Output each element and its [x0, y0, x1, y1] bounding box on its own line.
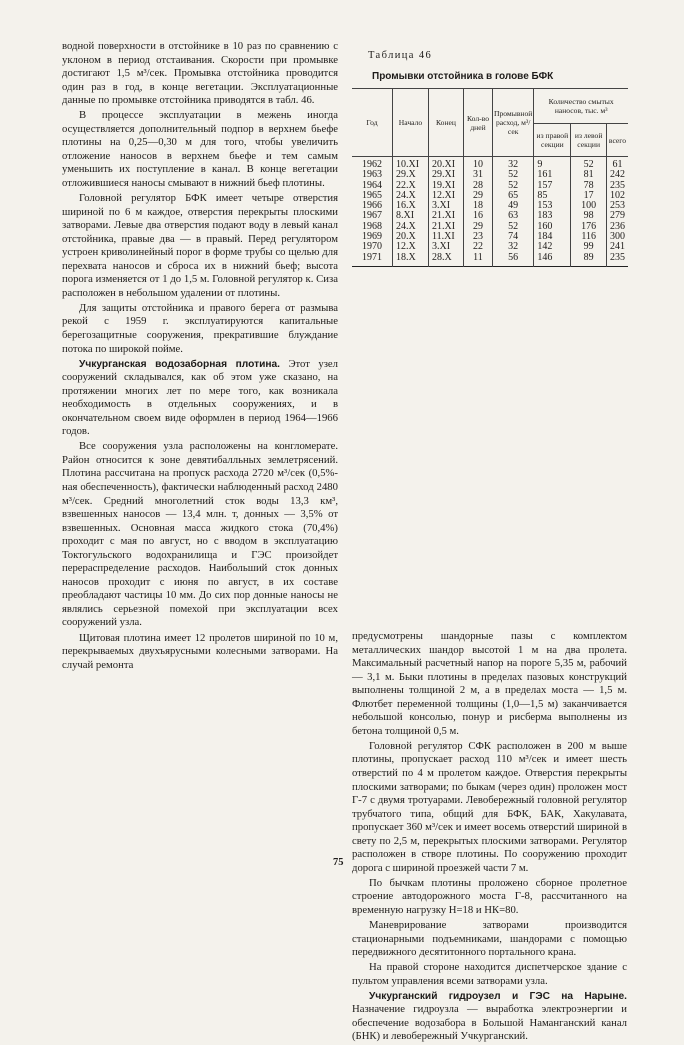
table-row	[352, 157, 628, 171]
cell-total: 241	[606, 242, 628, 252]
cell-days: 22	[464, 242, 493, 252]
cell-flow: 65	[493, 191, 534, 201]
cell-right: 146	[534, 253, 571, 267]
cell-start: 20.X	[393, 232, 429, 242]
cell-start: 24.X	[393, 191, 429, 201]
cell-start: 18.X	[393, 253, 429, 267]
cell-year: 1964	[352, 181, 393, 191]
cell-left: 116	[571, 232, 607, 242]
cell-year: 1971	[352, 253, 393, 267]
cell-total: 242	[606, 170, 628, 180]
cell-total: 279	[606, 211, 628, 221]
cell-flow: 74	[493, 232, 534, 242]
cell-left: 99	[571, 242, 607, 252]
paragraph: Маневрирование затворами производится стационарными подъемниками, шандорами с помощью передвижного десятитонного портального крана.	[352, 918, 627, 959]
paragraph: Головной регулятор СФК расположен в 200 м выше плотины, пропускает расход 110 м³/сек и имеет шесть отверстий по 4 м пролетом каждое. Отверстия перекрыты плоскими затворами; по быкам (через один) проложен мост Г-7 с двумя тротуарами. Левобережный головной регулятор трубчатого типа, общий для БФК, БАК, Хакулавата, пропускает 360 м³/сек и имеет восемь отверстий шириной в свету по 2,5 м, перекрытых плоскими затворами. Регулятор расположен в створе плотины. По сооружению проходит дорога с шириной проезжей части 7 м.	[352, 739, 627, 874]
table-number: Таблица 46	[368, 50, 433, 61]
cell-start: 8.XI	[393, 211, 429, 221]
section-heading: Учкурганская водозаборная плотина.	[79, 358, 280, 370]
cell-days: 23	[464, 232, 493, 242]
cell-flow: 56	[493, 253, 534, 267]
cell-start: 12.X	[393, 242, 429, 252]
table-row	[352, 253, 628, 267]
cell-flow: 52	[493, 181, 534, 191]
cell-days: 31	[464, 170, 493, 180]
cell-left: 81	[571, 170, 607, 180]
cell-total: 235	[606, 181, 628, 191]
cell-end: 28.X	[429, 253, 464, 267]
paragraph: Этот узел сооружений складывался, как об этом уже сказано, на протяжении многих лет по мере того, как возникала необходимость в отдельных сооружениях, и в окончательном своем виде оформлен в период 1964—1966 годов.	[62, 357, 339, 438]
paragraph: Щитовая плотина имеет 12 пролетов шириной по 10 м, перекрываемых двухъярусными колесными затворами. На случай ремонта	[62, 631, 338, 671]
cell-right: 183	[534, 211, 571, 221]
cell-flow: 49	[493, 201, 534, 211]
section-uchkurgan-hydro	[352, 990, 627, 1044]
cell-year: 1968	[352, 222, 393, 232]
col-header-left: из левой секции	[571, 124, 607, 157]
paragraph: Назначение гидроузла — выработка электроэнергии и обеспечение водозабора в Большой Наманганский канал (БНК) и левобережный Учкурганский.	[352, 1003, 627, 1043]
cell-flow: 52	[493, 222, 534, 232]
paragraph: предусмотрены шандорные пазы с комплектом металлических шандор высотой 1 м на два пролета. Максимальный расчетный напор на пороге 5,35 м, рабочий — 3,1 м. Быки плотины в пределах пазовых конструкций выполнены толщиной 2 м, а в пределах моста — 1,5 м. Флютбет переменной толщины (1,0—1,5 м) заканчивается небольшой консолью, понур и рисберма выполнены из бетона толщиной 0,5 м.	[352, 630, 627, 737]
cell-left: 98	[571, 211, 607, 221]
cell-days: 29	[464, 222, 493, 232]
cell-days: 18	[464, 201, 493, 211]
cell-right: 184	[534, 232, 571, 242]
cell-right: 161	[534, 170, 571, 180]
cell-year: 1966	[352, 201, 393, 211]
col-header-flow: Промывной расход, м³/сек	[493, 89, 534, 157]
right-column	[352, 630, 627, 1045]
cell-flow: 32	[493, 242, 534, 252]
col-header-end: Конец	[429, 89, 464, 157]
cell-year: 1963	[352, 170, 393, 180]
section-heading: Учкурганский гидроузел и ГЭС на Нарыне.	[369, 990, 627, 1002]
cell-end: 20.XI	[429, 157, 464, 171]
col-header-right: из правой секции	[534, 124, 571, 157]
cell-year: 1962	[352, 157, 393, 171]
cell-total: 235	[606, 253, 628, 267]
cell-year: 1965	[352, 191, 393, 201]
section-uchkurgan-intake	[62, 358, 338, 439]
col-header-start: Начало	[393, 89, 429, 157]
cell-start: 10.XI	[393, 157, 429, 171]
paragraph: водной поверхности в отстойнике в 10 раз по сравнению с уклоном в период отстаивания. Скорости при промывке достигают 1,5 м³/сек. Промывка отстойника проводится один раз в год, в конце вегетации. Эксплуатационные данные по промывке отстойника приводятся в табл. 46.	[62, 40, 338, 107]
cell-total: 300	[606, 232, 628, 242]
cell-start: 24.X	[393, 222, 429, 232]
paragraph: Все сооружения узла расположены на конгломерате. Район относится к зоне девятибалльных землетрясений. Плотина рассчитана на пропуск расхода 2720 м³/сек (0,5%-ная обеспеченность), фактически наблюденный расход 2480 м³/сек. Средний многолетний сток воды 13,3 км³, взвешенных наносов — 13,4 млн. т, донных — 3,5% от взвешенных. Основная масса жидкого стока (70,4%) проходит с мая по август, но с вводом в эксплуатацию Токтогульского водохранилища и ГЭС произойдет перераспределение расходов. Наибольший сток донных наносов проходит с июня по август, в их составе преобладают частицы 10 мм. До сих пор донные наносы не являлись серьезной помехой при эксплуатации всех сооружений узла.	[62, 440, 338, 629]
col-header-days: Кол-во дней	[464, 89, 493, 157]
flush-table	[352, 88, 628, 267]
cell-flow: 32	[493, 157, 534, 171]
cell-end: 29.XI	[429, 170, 464, 180]
cell-left: 89	[571, 253, 607, 267]
cell-year: 1967	[352, 211, 393, 221]
left-column	[62, 40, 338, 674]
cell-days: 29	[464, 191, 493, 201]
cell-left: 17	[571, 191, 607, 201]
cell-days: 11	[464, 253, 493, 267]
cell-days: 10	[464, 157, 493, 171]
cell-right: 157	[534, 181, 571, 191]
page-number: 75	[333, 857, 344, 868]
cell-flow: 63	[493, 211, 534, 221]
cell-right: 142	[534, 242, 571, 252]
cell-total: 61	[606, 157, 628, 171]
cell-flow: 52	[493, 170, 534, 180]
paragraph: Для защиты отстойника и правого берега от размыва рекой с 1959 г. эксплуатируются капитальные берегозащитные сооружения, прекратившие блуждание потока по широкой пойме.	[62, 301, 338, 355]
cell-start: 16.X	[393, 201, 429, 211]
cell-right: 9	[534, 157, 571, 171]
cell-left: 100	[571, 201, 607, 211]
cell-left: 78	[571, 181, 607, 191]
paragraph: По бычкам плотины проложено сборное пролетное строение автодорожного моста Г-8, рассчитанного на временную нагрузку Н=18 и НК=80.	[352, 876, 627, 916]
col-header-total: всего	[606, 124, 628, 157]
table-caption: Промывки отстойника в голове БФК	[372, 71, 554, 82]
cell-end: 21.XI	[429, 211, 464, 221]
col-header-year: Год	[352, 89, 393, 157]
cell-total: 102	[606, 191, 628, 201]
cell-year: 1969	[352, 232, 393, 242]
cell-year: 1970	[352, 242, 393, 252]
cell-end: 12.XI	[429, 191, 464, 201]
cell-right: 160	[534, 222, 571, 232]
cell-end: 11.XI	[429, 232, 464, 242]
cell-end: 19.XI	[429, 181, 464, 191]
cell-end: 3.XI	[429, 201, 464, 211]
cell-total: 253	[606, 201, 628, 211]
cell-total: 236	[606, 222, 628, 232]
paragraph: В процессе эксплуатации в межень иногда осуществляется дополнительный подпор в верхнем бьефе плотины на 0,25—0,30 м для того, чтобы увеличить отложение наносов в верхнем бьефе и тем самым уменьшить их поступление в канал. В конце вегетации отложившиеся наносы смывают в нижний бьеф плотины.	[62, 109, 338, 189]
paragraph: На правой стороне находится диспетчерское здание с пультом управления всеми затворами узла.	[352, 961, 627, 987]
cell-days: 28	[464, 181, 493, 191]
cell-start: 29.X	[393, 170, 429, 180]
cell-end: 3.XI	[429, 242, 464, 252]
paragraph: Головной регулятор БФК имеет четыре отверстия шириной по 6 м каждое, отверстия перекрыты плоскими затворами. Левые два отверстия подают воду в левый канал отстойника, правые два — в правый. Перед регулятором устроен криволинейный порог в форме трубы со щелью для перехвата наносов и сброса их в нижний бьеф; высота порога изменяется от 1 до 1,5 м. Головной регулятор к. Сиза расположен в небольшом удалении от плотины.	[62, 192, 338, 299]
cell-right: 85	[534, 191, 571, 201]
cell-right: 153	[534, 201, 571, 211]
cell-left: 52	[571, 157, 607, 171]
cell-left: 176	[571, 222, 607, 232]
col-header-sediment: Количество смытых наносов, тыс. м³	[534, 89, 628, 124]
cell-start: 22.X	[393, 181, 429, 191]
cell-days: 16	[464, 211, 493, 221]
cell-end: 21.XI	[429, 222, 464, 232]
